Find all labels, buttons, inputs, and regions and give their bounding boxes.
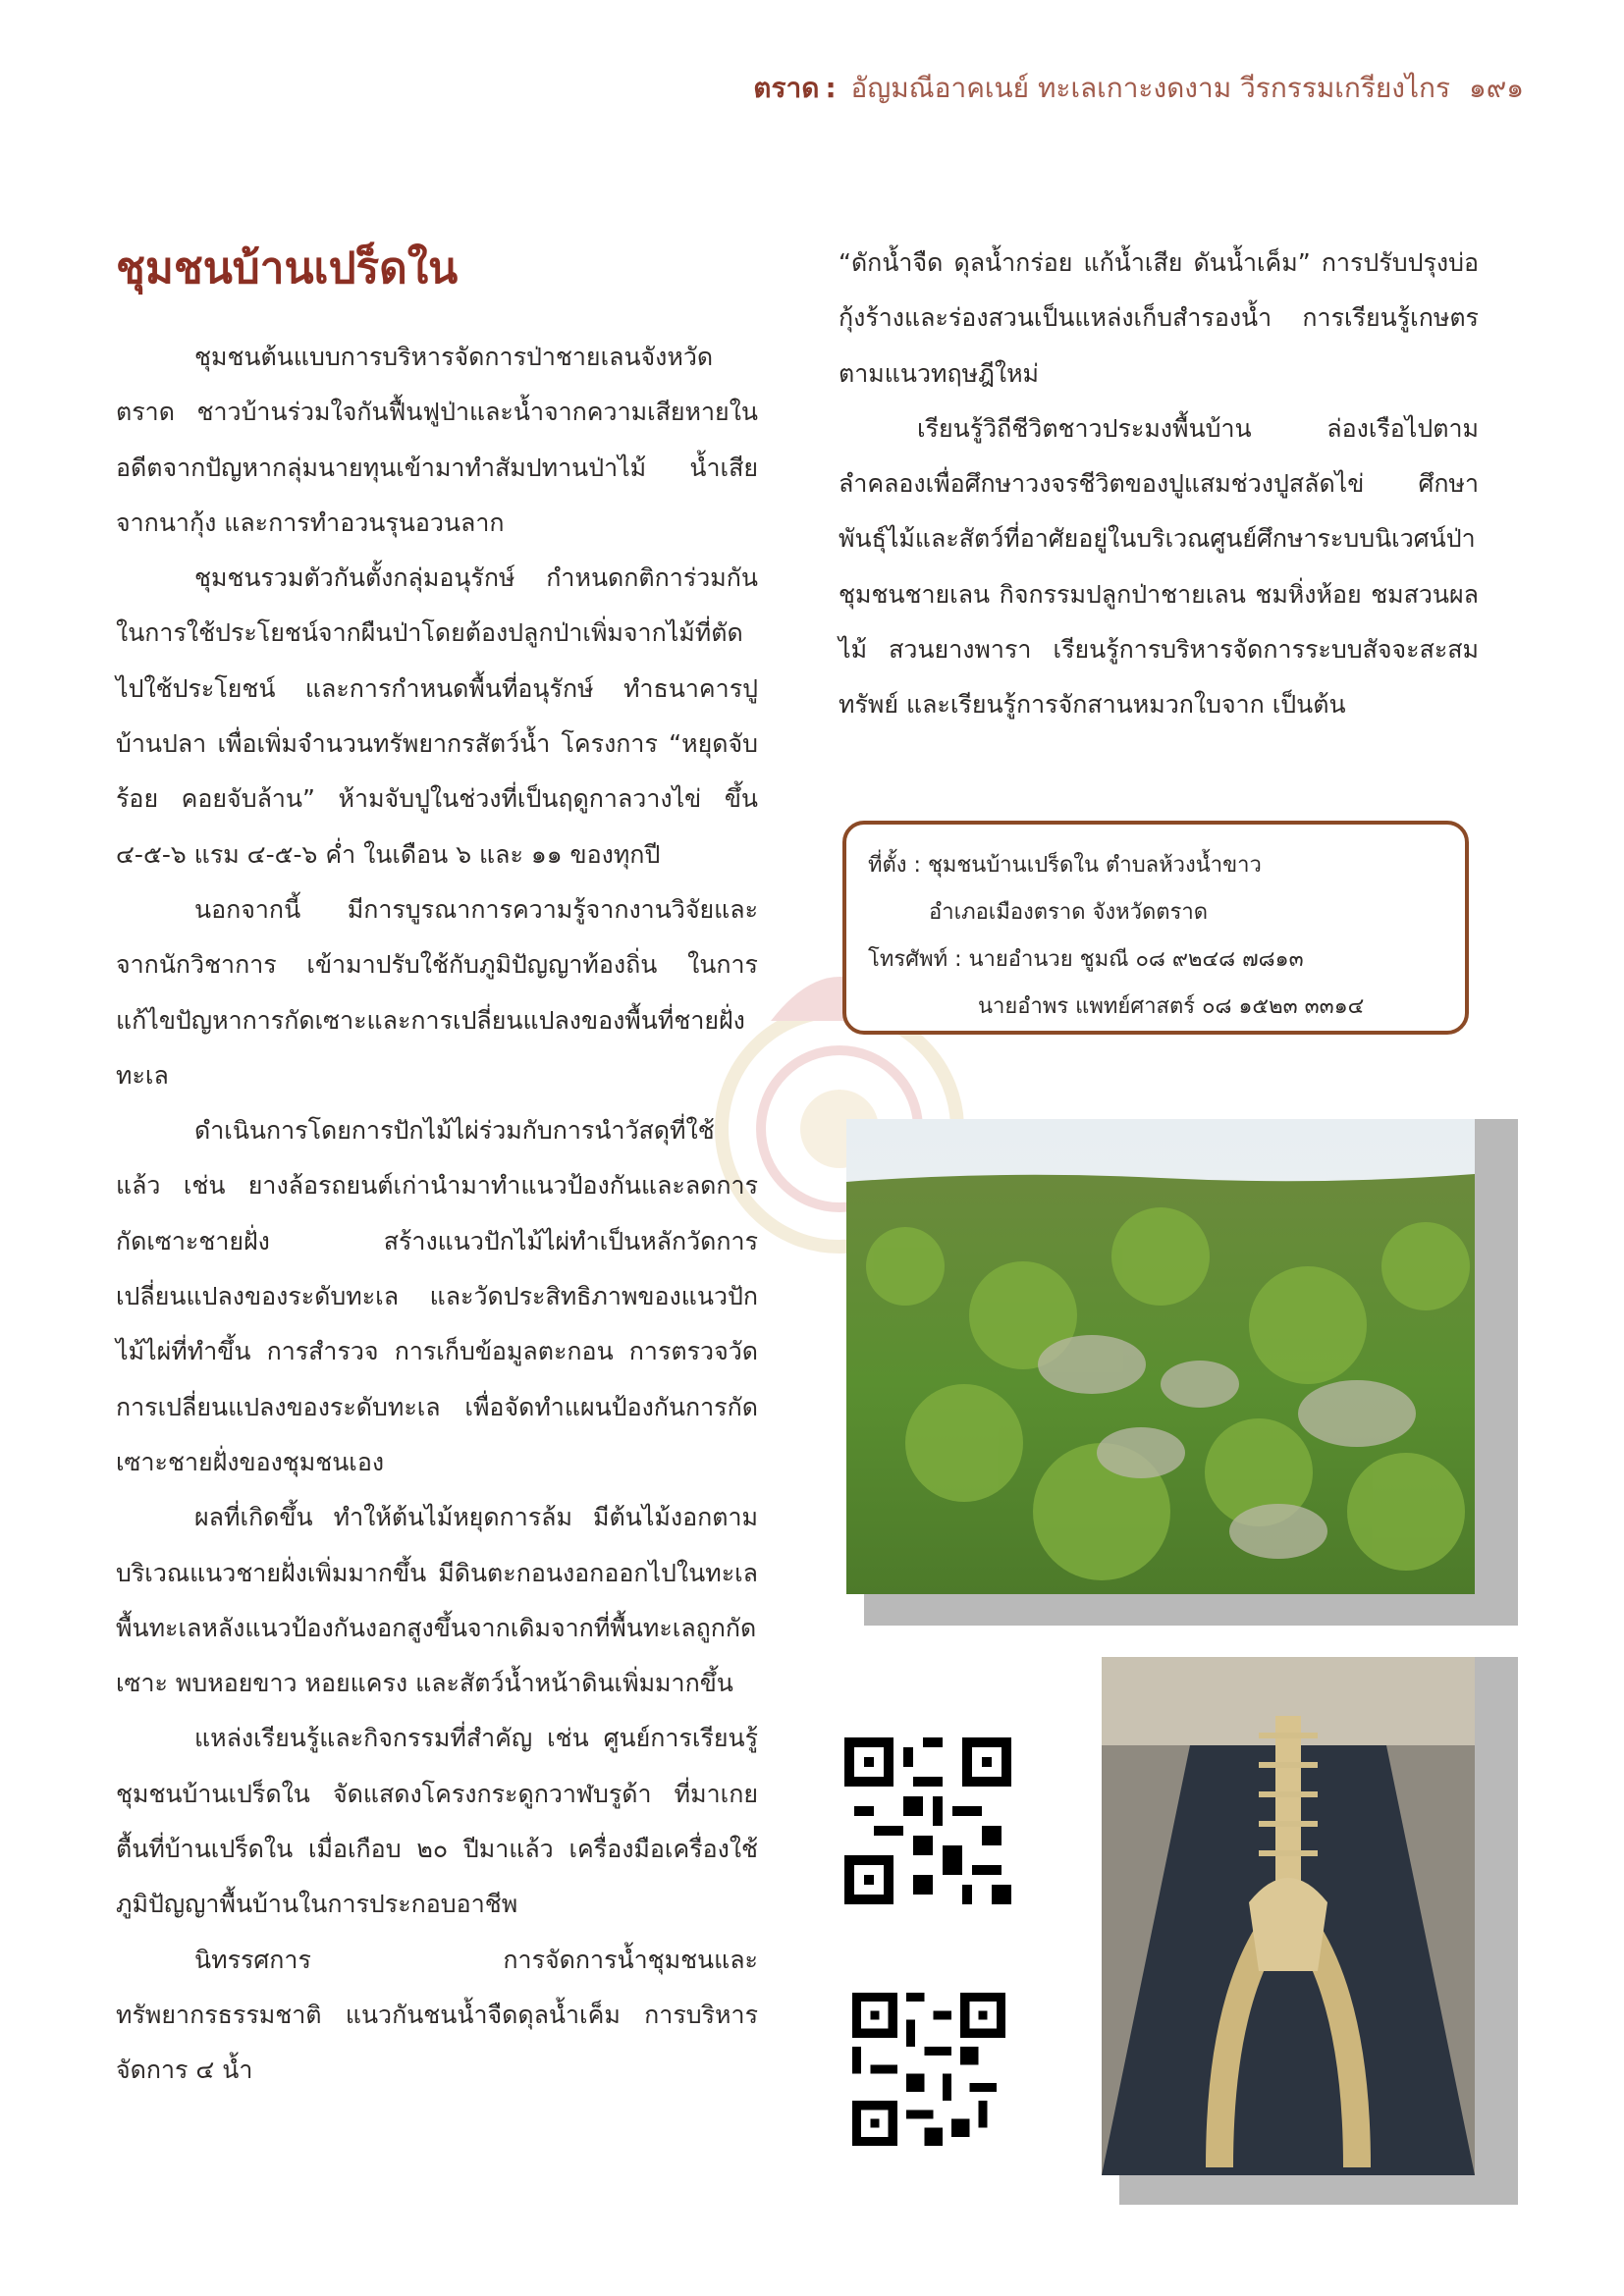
header-province: ตราด [753,72,820,104]
paragraph: แหล่งเรียนรู้และกิจกรรมที่สำคัญ เช่น ศูนย์การเรียนรู้ชุมชนบ้านเปร็ดใน จัดแสดงโครงกระดูกวาฬบรูด้า ที่มาเกยตื้นที่บ้านเปร็ดใน เมื่อเกือบ ๒๐ ปีมาแล้ว เครื่องมือเครื่องใช้ ภูมิปัญญาพื้นบ้านในการประกอบอาชีพ [116,1724,758,1919]
location-row [868,842,1439,889]
paragraph: ชุมชนรวมตัวกันตั้งกลุ่มอนุรักษ์ กำหนดกติการ่วมกันในการใช้ประโยชน์จากผืนป่าโดยต้องปลูกป่าเพิ่มจากไม้ที่ตัดไปใช้ประโยชน์ และการกำหนดพื้นที่อนุรักษ์ ทำธนาคารปู บ้านปลา เพื่อเพิ่มจำนวนทรัพยากรสัตว์น้ำ โครงการ “หยุดจับร้อย คอยจับล้าน” ห้ามจับปูในช่วงที่เป็นฤดูกาลวางไข่ ขึ้น ๔-๕-๖ แรม ๔-๕-๖ ค่ำ ในเดือน ๖ และ ๑๑ ของทุกปี [116,563,758,869]
paragraph: ชุมชนต้นแบบการบริหารจัดการป่าชายเลนจังหวัดตราด ชาวบ้านร่วมใจกันฟื้นฟูป่าและน้ำจากความเสียหายในอดีตจากปัญหากลุ่มนายทุนเข้ามาทำสัมปทานป่าไม้ น้ำเสียจากนากุ้ง และการทำอวนรุนอวนลาก [116,343,758,537]
header-separator: : [825,72,837,104]
left-column [116,330,758,2099]
phone-line2: นายอำพร แพทย์ศาสตร์ ๐๘ ๑๕๒๓ ๓๓๑๔ [978,994,1365,1019]
paragraph: นิทรรศการ การจัดการน้ำชุมชนและทรัพยากรธรรมชาติ แนวกันชนน้ำจืดดุลน้ำเค็ม การบริหารจัดการ ๔ น้ำ [116,1945,758,2085]
contact-info-box [842,821,1469,1035]
mangrove-forest-photo [846,1119,1475,1594]
header-tagline: อัญมณีอาคเนย์ ทะเลเกาะงดงาม วีรกรรมเกรียงไกร [850,72,1451,104]
qr-code[interactable] [852,1993,1005,2146]
phone-label: โทรศัพท์ : [868,947,962,972]
running-header [753,67,1524,110]
location-line2: อำเภอเมืองตราด จังหวัดตราด [929,900,1209,925]
paragraph: ผลที่เกิดขึ้น ทำให้ต้นไม้หยุดการล้ม มีต้นไม้งอกตามบริเวณแนวชายฝั่งเพิ่มมากขึ้น มีดินตะกอนงอกออกไปในทะเล พื้นทะเลหลังแนวป้องกันงอกสูงขึ้นจากเดิมจากที่พื้นทะเลถูกกัดเซาะ พบหอยขาว หอยแครง และสัตว์น้ำหน้าดินเพิ่มมากขึ้น [116,1503,758,1698]
paragraph: เรียนรู้วิถีชีวิตชาวประมงพื้นบ้าน ล่องเรือไปตามลำคลองเพื่อศึกษาวงจรชีวิตของปูแสมช่วงปูสลัดไข่ ศึกษาพันธุ์ไม้และสัตว์ที่อาศัยอยู่ในบริเวณศูนย์ศึกษาระบบนิเวศน์ป่าชุมชนชายเลน กิจกรรมปลูกป่าชายเลน ชมหิ่งห้อย ชมสวนผลไม้ สวนยางพารา เรียนรู้การบริหารจัดการระบบสัจจะสะสมทรัพย์ และเรียนรู้การจักสานหมวกใบจาก เป็นต้น [839,413,1479,720]
paragraph: นอกจากนี้ มีการบูรณาการความรู้จากงานวิจัยและจากนักวิชาการ เข้ามาปรับใช้กับภูมิปัญญาท้องถิ่น ในการแก้ไขปัญหาการกัดเซาะและการเปลี่ยนแปลงของพื้นที่ชายฝั่งทะเล [116,894,758,1090]
qr-code[interactable] [844,1737,1011,1904]
location-line1: ชุมชนบ้านเปร็ดใน ตำบลห้วงน้ำขาว [927,853,1262,878]
page-title: ชุมชนบ้านเปร็ดใน [116,243,459,294]
paragraph: “ดักน้ำจืด ดุลน้ำกร่อย แก้น้ำเสีย ดันน้ำเค็ม” การปรับปรุงบ่อกุ้งร้างและร่องสวนเป็นแหล่งเก็บสำรองน้ำ การเรียนรู้เกษตรตามแนวทฤษฎีใหม่ [839,248,1479,388]
phone-line1: นายอำนวย ชูมณี ๐๘ ๙๒๔๘ ๗๘๑๓ [968,947,1304,972]
paragraph: ดำเนินการโดยการปักไม้ไผ่ร่วมกับการนำวัสดุที่ใช้แล้ว เช่น ยางล้อรถยนต์เก่านำมาทำแนวป้องกันและลดการกัดเซาะชายฝั่ง สร้างแนวปักไม้ไผ่ทำเป็นหลักวัดการเปลี่ยนแปลงของระดับทะเล และวัดประสิทธิภาพของแนวปักไม้ไผ่ที่ทำขึ้น การสำรวจ การเก็บข้อมูลตะกอน การตรวจวัดการเปลี่ยนแปลงของระดับทะเล เพื่อจัดทำแผนป้องกันการกัดเซาะชายฝั่งของชุมชนเอง [116,1116,758,1476]
location-label: ที่ตั้ง : [868,853,921,878]
phone-row [868,936,1439,984]
page-number: ๑๙๑ [1468,72,1524,104]
whale-skeleton-photo [1102,1657,1475,2175]
right-column [839,236,1479,733]
